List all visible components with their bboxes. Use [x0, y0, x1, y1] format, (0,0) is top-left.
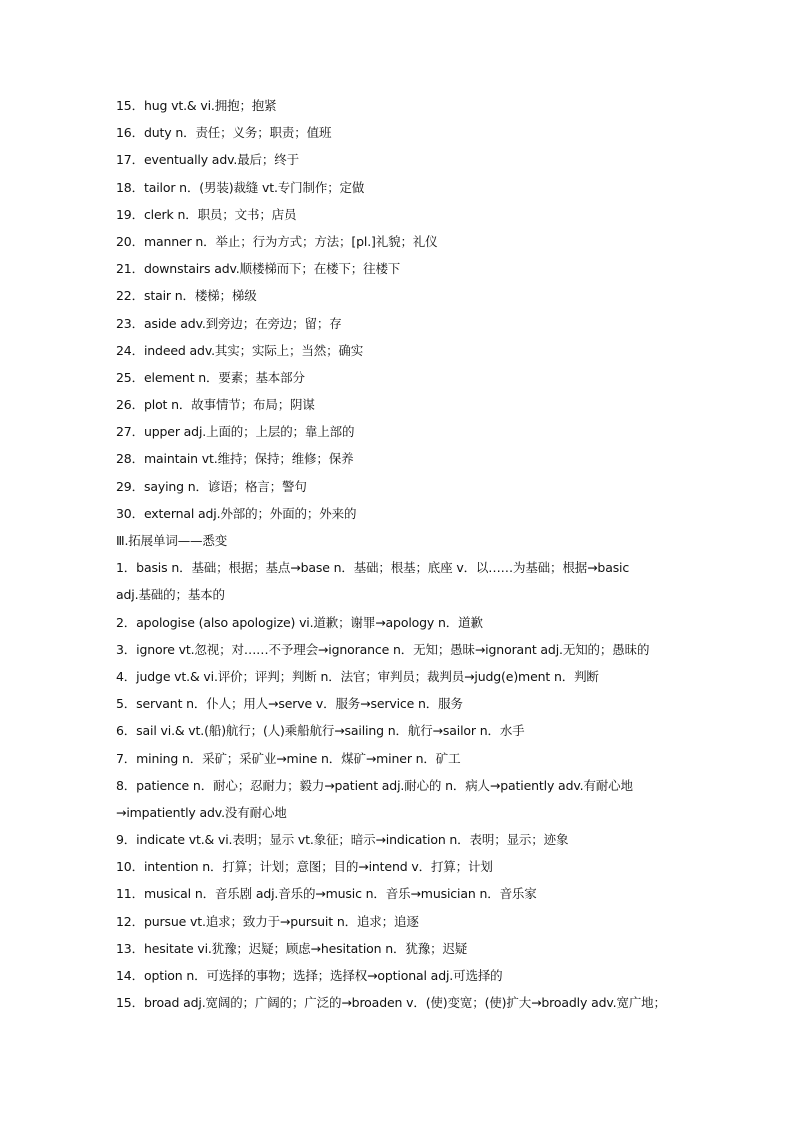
extended-item-3: 3．ignore vt.忽视；对……不予理会→ignorance n．无知；愚昧→ignorant adj.无知的；愚昧的 — [116, 641, 650, 657]
extended-item-10: 10．intention n．打算；计划；意图；目的→intend v．打算；计划 — [116, 859, 493, 875]
vocab-item-26: 26．plot n．故事情节；布局；阴谋 — [116, 397, 315, 413]
vocab-item-21: 21．downstairs adv.顺楼梯而下；在楼下；往楼下 — [116, 261, 401, 277]
vocab-item-22: 22．stair n．楼梯；梯级 — [116, 288, 257, 304]
vocab-item-19: 19．clerk n．职员；文书；店员 — [116, 206, 297, 222]
vocab-item-27: 27．upper adj.上面的；上层的；靠上部的 — [116, 424, 355, 440]
extended-item-9: 9．indicate vt.& vi.表明；显示 vt.象征；暗示→indication n．表明；显示；迹象 — [116, 832, 569, 848]
extended-item-11: 11．musical n．音乐剧 adj.音乐的→music n．音乐→musician n．音乐家 — [116, 886, 537, 902]
extended-item-8: 8．patience n．耐心；忍耐力；毅力→patient adj.耐心的 n．病人→patiently adv.有耐心地 — [116, 777, 633, 793]
extended-item-12: 12．pursue vt.追求；致力于→pursuit n．追求；追逐 — [116, 913, 419, 929]
extended-item-15: 15．broad adj.宽阔的；广阔的；广泛的→broaden v．(使)变宽；(使)扩大→broadly adv.宽广地； — [116, 995, 666, 1011]
extended-item-13: 13．hesitate vi.犹豫；迟疑；顾虑→hesitation n．犹豫；迟疑 — [116, 940, 468, 956]
vocab-item-23: 23．aside adv.到旁边；在旁边；留；存 — [116, 315, 342, 331]
vocab-item-15: 15．hug vt.& vi.拥抱；抱紧 — [116, 98, 277, 113]
extended-item-2: 2．apologise (also apologize) vi.道歉；谢罪→apology n．道歉 — [116, 614, 483, 630]
vocab-item-18: 18．tailor n．(男装)裁缝 vt.专门制作；定做 — [116, 179, 365, 195]
vocab-item-20: 20．manner n．举止；行为方式；方法；[pl.]礼貌；礼仪 — [116, 233, 438, 249]
vocab-item-16: 16．duty n．责任；义务；职责；值班 — [116, 125, 332, 141]
vocab-item-25: 25．element n．要素；基本部分 — [116, 369, 305, 385]
extended-item-5: 5．servant n．仆人；用人→serve v．服务→service n．服务 — [116, 696, 463, 712]
extended-item-7: 7．mining n．采矿；采矿业→mine n．煤矿→miner n．矿工 — [116, 750, 461, 766]
vocab-item-17: 17．eventually adv.最后；终于 — [116, 152, 299, 168]
extended-item-6: 6．sail vi.& vt.(船)航行；(人)乘船航行→sailing n．航行→sailor n．水手 — [116, 723, 525, 739]
extended-item-14: 14．option n．可选择的事物；选择；选择权→optional adj.可选择的 — [116, 968, 503, 983]
vocab-item-30: 30．external adj.外部的；外面的；外来的 — [116, 505, 357, 521]
extended-item-1: 1．basis n．基础；根据；基点→base n．基础；根基；底座 v．以……为基础；根据→basic — [116, 560, 630, 576]
vocabulary-list — [116, 92, 680, 1016]
vocab-item-28: 28．maintain vt.维持；保持；维修；保养 — [116, 451, 354, 467]
extended-item-4: 4．judge vt.& vi.评价；评判；判断 n．法官；审判员；裁判员→judg(e)ment n．判断 — [116, 668, 599, 684]
extended-item-1-continued: adj.基础的；基本的 — [116, 587, 225, 603]
vocab-item-29: 29．saying n．谚语；格言；警句 — [116, 478, 307, 494]
section-heading: Ⅲ.拓展单词——悉变 — [116, 533, 228, 548]
extended-item-8-continued: →impatiently adv.没有耐心地 — [116, 804, 287, 820]
vocab-item-24: 24．indeed adv.其实；实际上；当然；确实 — [116, 342, 364, 358]
